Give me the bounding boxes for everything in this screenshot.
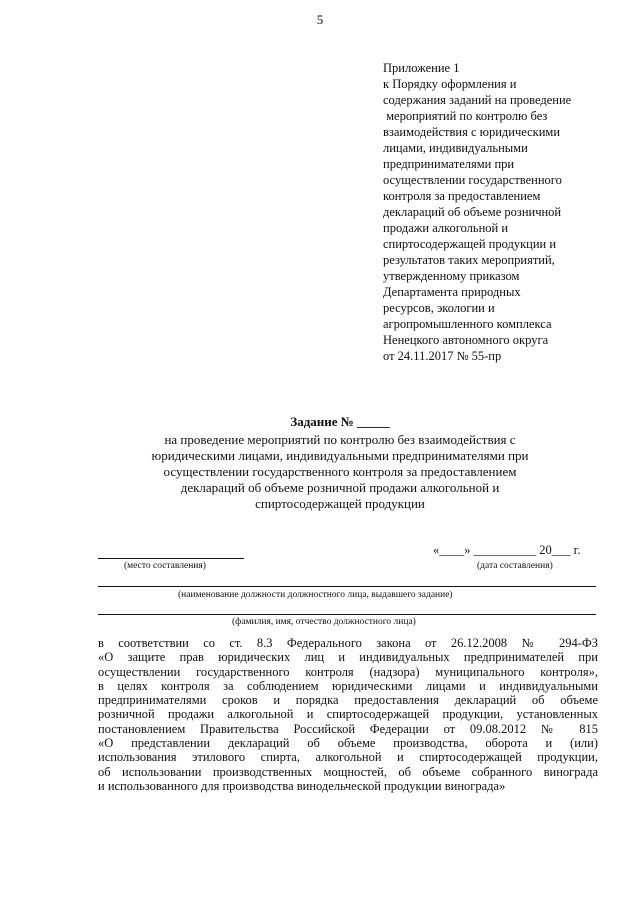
title-line: деклараций об объеме розничной продажи алкогольной и bbox=[180, 480, 500, 495]
position-caption: (наименование должности должностного лица, выдавшего задание) bbox=[178, 590, 453, 600]
document-title bbox=[90, 414, 590, 512]
body-line: и использованного для производства винодельческой продукции винограда» bbox=[98, 778, 506, 793]
body-line: осуществлении государственного контроля (надзора) муниципального контроля», bbox=[98, 664, 598, 679]
body-line: использования этилового спирта, алкогольной и спиртосодержащей продукции, bbox=[98, 750, 598, 765]
date-field[interactable]: «____» __________ 20___ г. bbox=[433, 543, 581, 557]
appendix-line: утвержденному приказом bbox=[383, 269, 520, 283]
page-number: 5 bbox=[316, 12, 324, 27]
appendix-line: Ненецкого автономного округа bbox=[383, 333, 549, 347]
body-line: «О представлении деклараций об объеме производства, оборота и (или) bbox=[98, 736, 598, 751]
body-line: об использовании производственных мощностей, об объеме собранного винограда bbox=[98, 764, 598, 779]
body-paragraph bbox=[98, 636, 598, 793]
appendix-line: Департамента природных bbox=[383, 285, 521, 299]
title-line: юридическими лицами, индивидуальными предпринимателями при bbox=[151, 448, 529, 463]
task-heading: Задание № _____ bbox=[290, 414, 390, 429]
body-line: «О защите прав юридических лиц и индивидуальных предпринимателей при bbox=[98, 650, 598, 665]
date-caption: (дата составления) bbox=[477, 561, 553, 571]
appendix-line: мероприятий по контролю без bbox=[383, 109, 548, 123]
appendix-line: продажи алкогольной и bbox=[383, 221, 509, 235]
appendix-line: результатов таких мероприятий, bbox=[383, 253, 555, 267]
appendix-line: лицами, индивидуальными bbox=[383, 141, 528, 155]
name-caption: (фамилия, имя, отчество должностного лица) bbox=[232, 617, 416, 627]
appendix-line: от 24.11.2017 № 55-пр bbox=[383, 349, 502, 363]
appendix-line: к Порядку оформления и bbox=[383, 77, 517, 91]
place-field[interactable] bbox=[98, 545, 244, 559]
appendix-line: агропромышленного комплекса bbox=[383, 317, 552, 331]
place-caption: (место составления) bbox=[124, 561, 206, 571]
appendix-line: предпринимателями при bbox=[383, 157, 515, 171]
body-line: розничной продажи алкогольной и спиртосодержащей продукции, установленных bbox=[98, 707, 598, 722]
appendix-line: деклараций об объеме розничной bbox=[383, 205, 562, 219]
name-field[interactable] bbox=[98, 601, 596, 615]
appendix-block bbox=[383, 60, 623, 364]
appendix-line: содержания заданий на проведение bbox=[383, 93, 572, 107]
body-line: в целях контроля за соблюдением юридическими лицами и индивидуальными bbox=[98, 678, 598, 693]
appendix-line: спиртосодержащей продукции и bbox=[383, 237, 557, 251]
appendix-line: осуществлении государственного bbox=[383, 173, 562, 187]
appendix-line: взаимодействия с юридическими bbox=[383, 125, 561, 139]
body-line: постановлением Правительства Российской Федерации от 09.08.2012 № 815 bbox=[98, 721, 598, 736]
position-field[interactable] bbox=[98, 573, 596, 587]
appendix-line: ресурсов, экологии и bbox=[383, 301, 495, 315]
body-line: в соответствии со ст. 8.3 Федерального закона от 26.12.2008 № 294-ФЗ bbox=[98, 636, 598, 650]
appendix-line: Приложение 1 bbox=[383, 61, 460, 75]
title-line: спиртосодержащей продукции bbox=[255, 496, 425, 511]
body-line: предпринимателями сроков и порядка предоставления деклараций об объеме bbox=[98, 693, 598, 708]
title-line: на проведение мероприятий по контролю без взаимодействия с bbox=[164, 432, 516, 447]
appendix-line: контроля за предоставлением bbox=[383, 189, 541, 203]
title-line: осуществлении государственного контроля за предоставлением bbox=[163, 464, 517, 479]
